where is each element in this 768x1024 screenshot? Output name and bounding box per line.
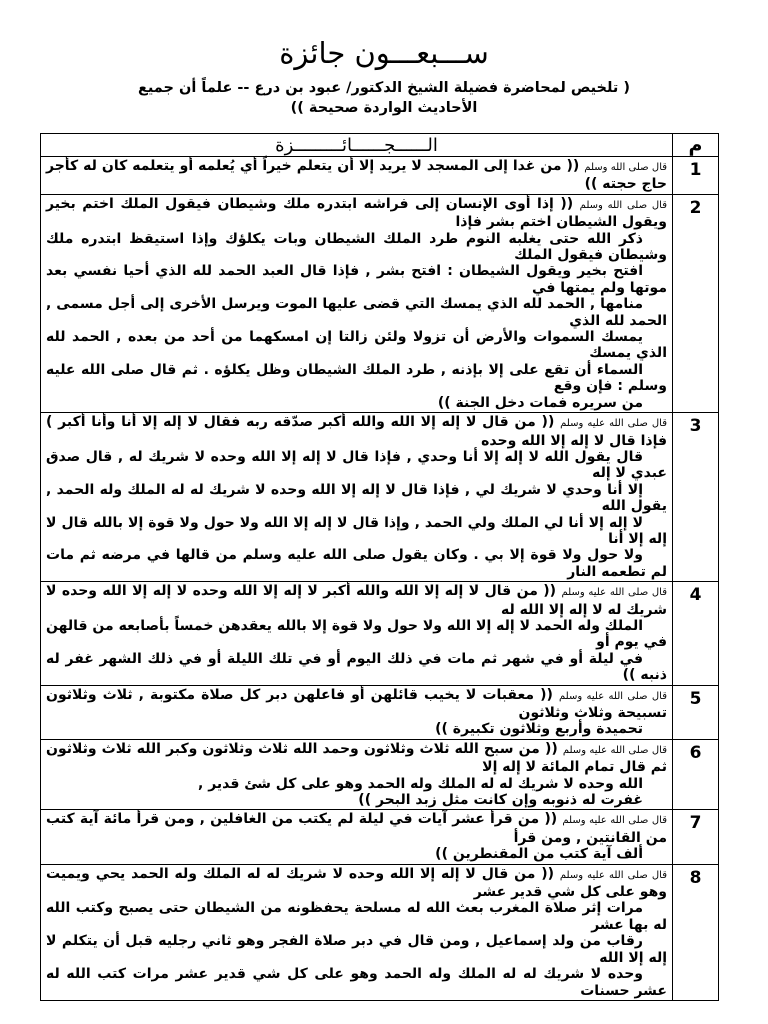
hadith-text: افتح بخير ويقول الشيطان : افتح بشر , فإذا قال العبد الحمد لله الذي أحيا نفسي بعد موتها ولم يمتها في [46, 263, 667, 296]
row-number: 8 [673, 864, 719, 1000]
hadith-paragraph [46, 811, 667, 846]
hadith-text: منامها , الحمد لله الذي يمسك التي قضى عليها الموت ويرسل الأخرى إلى أجل مسمى , الحمد لله الذي [46, 296, 667, 329]
hadith-paragraph [46, 362, 667, 395]
prize-text-cell [41, 194, 673, 412]
hadith-text: (( من سبح الله ثلاث وثلاثون وحمد الله ثلاث وثلاثون وكبر الله ثلاث وثلاثون ثم قال تمام المائة لا إله إلا [46, 740, 667, 776]
hadith-paragraph [46, 846, 667, 862]
prize-text-cell [41, 864, 673, 1000]
hadith-paragraph [46, 687, 667, 722]
hadith-paragraph [46, 515, 667, 548]
hadith-paragraph [46, 449, 667, 482]
hadith-text: تحميدة وأربع وثلاثون تكبيرة )) [435, 721, 643, 738]
table-row [41, 413, 719, 582]
hadith-prefix: قال صلى الله عليه وسلم [559, 869, 667, 881]
hadith-text: وحده لا شريك له له الملك وله الحمد وهو على كل شي قدير عشر مرات كتب الله له عشر حسنات [46, 966, 667, 999]
hadith-paragraph [46, 933, 667, 966]
hadith-paragraph [46, 651, 667, 684]
hadith-text: قال يقول الله لا إله إلا أنا وحدي , فإذا قال لا إله إلا الله وحده لا شريك له , قال صدق عبدي لا إله [46, 448, 667, 482]
hadith-paragraph [46, 792, 667, 808]
hadith-paragraph [46, 618, 667, 651]
prize-table [40, 133, 719, 1001]
table-row [41, 864, 719, 1000]
hadith-prefix: قال صلى الله وسلم [579, 199, 668, 211]
table-row [41, 582, 719, 685]
hadith-paragraph [46, 866, 667, 901]
hadith-text: الله وحده لا شريك له له الملك وله الحمد وهو على كل شئ قدير , [198, 775, 643, 792]
row-number: 2 [673, 194, 719, 412]
hadith-text: (( معقبات لا يخيب قائلهن أو فاعلهن دبر كل صلاة مكتوبة , ثلاث وثلاثون تسبيحة وثلاث وثلاثون [46, 686, 667, 721]
hadith-paragraph [46, 196, 667, 231]
hadith-paragraph [46, 158, 667, 193]
prize-text-cell [41, 157, 673, 195]
hadith-paragraph [46, 547, 667, 580]
hadith-text: مرات إثر صلاة المغرب بعث الله له مسلحة يحفظونه من الشيطان حتى يصبح وكتب الله له بها عشر [46, 900, 667, 933]
hadith-text: السماء أن تقع على إلا بإذنه , طرد الملك الشيطان وظل يكلؤه . ثم قال صلى الله عليه وسلم : فإن وقع [46, 361, 667, 395]
hadith-paragraph [46, 414, 667, 449]
hadith-text: الملك وله الحمد لا إله إلا الله ولا حول ولا قوة إلا بالله يعقدهن خمساً بأصابعه من قالهن في يوم أو [46, 617, 667, 651]
prize-text-cell [41, 810, 673, 864]
number-column-header: م [673, 134, 719, 157]
hadith-paragraph [46, 583, 667, 618]
hadith-paragraph [46, 966, 667, 999]
subtitle-line-2: الأحاديث الواردة صحيحة )) [290, 100, 478, 116]
row-number: 7 [673, 810, 719, 864]
prize-text-cell [41, 413, 673, 582]
prize-text-cell [41, 582, 673, 685]
hadith-text: رقاب من ولد إسماعيل , ومن قال في دبر صلاة الفجر وهو ثاني رجليه قبل أن يتكلم لا إله إلا الله [46, 933, 667, 966]
table-row [41, 194, 719, 412]
prize-text-cell [41, 739, 673, 810]
table-row [41, 810, 719, 864]
hadith-text: (( من قال لا إله إلا الله والله أكبر صدّقه ربه فقال لا إله إلا أنا وأنا أكبر ) فإذا قال لا إله إلا الله وحده [46, 414, 667, 449]
hadith-text: ألف آية كتب من المقنطرين )) [435, 846, 643, 863]
table-row [41, 157, 719, 195]
row-number: 1 [673, 157, 719, 195]
hadith-paragraph [46, 776, 667, 792]
hadith-paragraph [46, 482, 667, 515]
row-number: 6 [673, 739, 719, 810]
hadith-paragraph [46, 741, 667, 776]
hadith-prefix: قال صلى الله عليه وسلم [558, 690, 667, 702]
hadith-prefix: قال صلى الله وسلم [584, 162, 668, 173]
hadith-text: ولا حول ولا قوة إلا بي . وكان يقول صلى الله عليه وسلم من قالها في مرضه ثم مات لم تطعمه النار [46, 547, 667, 580]
hadith-paragraph [46, 231, 667, 264]
hadith-text: يمسك السموات والأرض أن تزولا ولئن زالتا إن امسكهما من أحد من بعده , الحمد لله الذي يمسك [46, 329, 667, 362]
hadith-prefix: قال صلى الله عليه وسلم [561, 587, 668, 599]
document-subtitle [70, 78, 698, 118]
prize-text-cell [41, 685, 673, 739]
hadith-prefix: قال صلى الله عليه وسلم [562, 744, 667, 756]
subtitle-line-1: ( تلخيص لمحاضرة فضيلة الشيخ الدكتور/ عبود بن درع -- علماً أن جميع [137, 80, 631, 96]
hadith-prefix: قال صلى الله عليه وسلم [562, 815, 667, 827]
hadith-paragraph [46, 296, 667, 329]
prize-column-header: الــــــجــــــائـــــــــزة [41, 134, 673, 157]
hadith-text: (( إذا أوى الإنسان إلى فراشه ابتدره ملك وشيطان فيقول الملك اختم بخير ويقول الشيطان اختم بشر فإذا [46, 195, 667, 231]
hadith-prefix: قال صلى الله عليه وسلم [560, 418, 667, 430]
hadith-text: من سريره فمات دخل الجنة )) [437, 394, 643, 411]
table-header [41, 134, 719, 157]
hadith-paragraph [46, 900, 667, 933]
hadith-text: في ليلة أو في شهر ثم مات في ذلك اليوم أو في تلك الليلة أو في ذلك الشهر غفر له ذنبه )) [46, 650, 667, 684]
hadith-text: (( من قال لا إله إلا الله وحده لا شريك له له الملك وله الحمد يحي ويميت وهو على كل شي قدير عشر [46, 865, 667, 901]
hadith-paragraph [46, 263, 667, 296]
hadith-paragraph [46, 395, 667, 411]
row-number: 4 [673, 582, 719, 685]
row-number: 3 [673, 413, 719, 582]
hadith-paragraph [46, 329, 667, 362]
row-number: 5 [673, 685, 719, 739]
document-title: ســـبعـــون جائزة [279, 36, 489, 70]
hadith-text: (( من غدا إلى المسجد لا يريد إلا أن يتعلم خيراً أي يُعلمه أو يتعلمه كان له كأجر حاج حجته )) [46, 158, 667, 193]
table-row [41, 685, 719, 739]
hadith-text: ذكر الله حتى يغلبه النوم طرد الملك الشيطان وبات يكلؤك وإذا استيقظ ابتدره ملك وشيطان فيقول الملك [46, 230, 667, 264]
hadith-text: (( من قرأ عشر آيات في ليلة لم يكتب من الغافلين , ومن قرأ مائة آية كتب من القانتين , ومن قرأ [46, 811, 667, 846]
hadith-text: غفرت له ذنوبه وإن كانت مثل زبد البحر )) [358, 792, 643, 809]
table-row [41, 739, 719, 810]
hadith-paragraph [46, 721, 667, 737]
hadith-text: لا إله إلا أنا لي الملك ولي الحمد , وإذا قال لا إله إلا الله ولا حول ولا قوة إلا بالله قال لا إله إلا أنا [46, 514, 667, 547]
table-header-row [41, 134, 719, 157]
hadith-text: إلا أنا وحدي لا شريك لي , فإذا قال لا إله إلا الله وحده لا شريك له له الملك وله الحمد , يقول الله [46, 481, 667, 515]
prize-table-body [41, 157, 719, 1001]
hadith-text: (( من قال لا إله إلا الله والله أكبر لا إله إلا الله وحده لا إله إلا الله وحده لا شريك له لا إله إلا الله له [46, 583, 667, 618]
